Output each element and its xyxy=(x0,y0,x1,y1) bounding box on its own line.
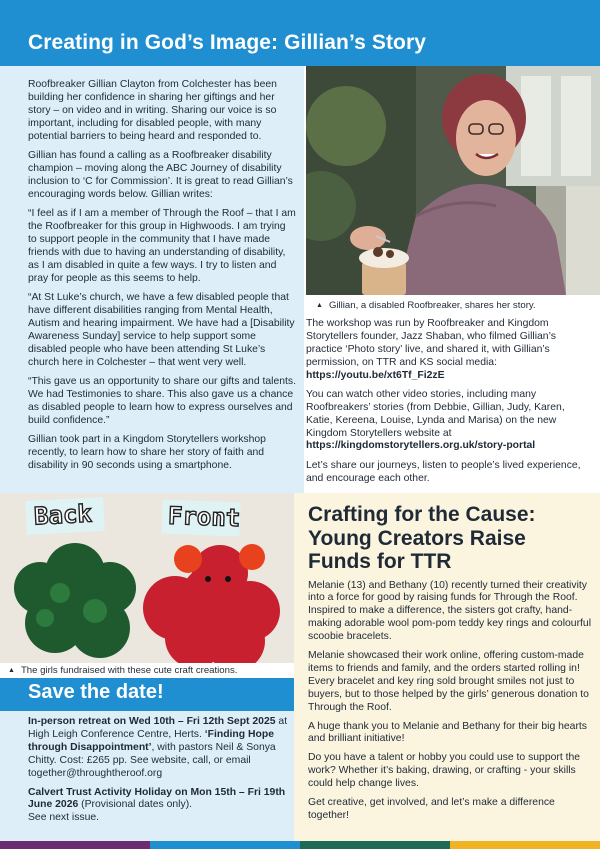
workshop-section xyxy=(306,318,596,492)
story-paragraph: “This gave us an opportunity to share our gifts and talents. We had Testimonies to share. This also gave us a chance as disabled people to learn how to express ourselves and build confidence.” xyxy=(28,376,297,426)
crafting-paragraph: Get creative, get involved, and let’s make a difference together! xyxy=(308,797,555,821)
caption-triangle-icon: ▲ xyxy=(316,302,323,309)
crafting-paragraph: Do you have a talent or hobby you could use to support the work? Whether it’s baking, drawing, or crafting - your skills could help change lives. xyxy=(308,752,581,790)
workshop-paragraph xyxy=(306,318,592,383)
story-paragraph: “At St Luke’s church, we have a few disabled people that have different disabilities ranging from Mental Health, Autism and hearing impairment. We have had a [Disability Awareness Sunday] service to help support some disabled people who have been attending St Luke’s church here in Colchester – that went very well. xyxy=(28,292,295,368)
videos-text: You can watch other video stories, including many Roofbreakers’ stories (from Debbie, Gillian, Judy, Karen, Katie, Kereena, Louise, Lynda and Marisa) on the new Kingdom Storytellers website at xyxy=(306,388,565,439)
crafting-title: Crafting for the Cause: Young Creators Raise Funds for TTR xyxy=(308,503,536,573)
save-the-date-title: Save the date! xyxy=(28,681,164,703)
footer-segment-yellow xyxy=(450,841,600,849)
crafting-paragraph: A huge thank you to Melanie and Bethany for their big hearts and brilliant initiative! xyxy=(308,720,587,745)
footer-segment-purple xyxy=(0,841,150,849)
calvert-dates: Calvert Trust Activity Holiday on Mon 15th – Fri 19th June 2026 xyxy=(28,786,286,811)
front-label: Front xyxy=(167,501,241,533)
page-title: Creating in God’s Image: Gillian’s Story xyxy=(28,31,427,54)
crafting-paragraph: Melanie (13) and Bethany (10) recently turned their creativity into a force for good by raising funds for Through the Roof. Inspired to make a difference, the sisters got crafty, hand-making adorable wool pom-pom teddy key rings and colourful scoobie bracelets. xyxy=(308,579,592,643)
crafting-section xyxy=(294,493,600,841)
back-label: Back xyxy=(33,499,93,531)
page-header xyxy=(0,0,600,66)
gillian-photo-caption xyxy=(316,300,536,311)
retreat-title: ‘Finding Hope through Disappointment’ xyxy=(28,728,274,753)
videos-paragraph xyxy=(306,389,592,454)
craft-photo-caption xyxy=(8,665,237,676)
closing-paragraph: Let’s share our journeys, listen to people’s lived experience, and encourage each other. xyxy=(306,459,581,484)
save-the-date-header xyxy=(0,678,294,711)
retreat-details: , with pastors Neil & Sonya Chitty. Cost: £265 pp. See website, call, or email together@throughtheroof.org xyxy=(28,741,276,779)
caption-text: Gillian, a disabled Roofbreaker, shares her story. xyxy=(328,300,536,311)
gillian-photo-illustration xyxy=(306,66,600,295)
retreat-dates: In-person retreat on Wed 10th – Fri 12th Sept 2025 xyxy=(28,716,276,727)
footer-color-strip xyxy=(0,841,600,849)
footer-segment-blue xyxy=(150,841,300,849)
story-paragraph: Roofbreaker Gillian Clayton from Colchester has been building her confidence in sharing her giftings and her story – on video and in writing. Sharing our voice is so important, including for disabled people, with many potential barriers to being heard and responded to. xyxy=(28,79,277,142)
gillian-story-column xyxy=(0,66,304,493)
story-paragraph: Gillian took part in a Kingdom Storytellers workshop recently, to learn how to share her story of faith and disability in 90 seconds using a smartphone. xyxy=(28,434,266,471)
story-paragraph: “I feel as if I am a member of Through the Roof – that I am the Roofbreaker for this group in Highwoods. I am trying to support people in the community that I have made friends with due to having an understanding of disability, as I am disabled in quite a few ways. I try to listen and pray for people as this seems to help. xyxy=(28,208,296,284)
retreat-venue: at High Leigh Conference Centre, Herts. xyxy=(28,716,288,740)
see-next-issue: See next issue. xyxy=(28,812,100,824)
story-paragraph: Gillian has found a calling as a Roofbreaker disability champion – moving along the ABC Journey of disability inclusion to ‘C for Commission’. It is great to read Gillian’s encouraging words below. Gillian writes: xyxy=(28,150,293,200)
crafting-paragraph: Melanie showcased their work online, offering custom-made items to friends and family, and the orders started rolling in! Every bracelet and key ring sold brought smiles not just to buyers, but to those helped by the girls’ generous donation to Through the Roof. xyxy=(308,650,589,713)
caption-triangle-icon: ▲ xyxy=(8,667,15,674)
gillian-photo xyxy=(306,66,600,295)
save-the-date-body xyxy=(0,711,294,841)
calvert-info xyxy=(28,787,288,826)
workshop-text: The workshop was run by Roofbreaker and Kingdom Storytellers founder, Jazz Shaban, who filmed Gillian’s practice ‘Photo story’ live, and shared it, with Gillian’s permission, on TTR and KS social media: xyxy=(306,318,556,368)
footer-segment-green xyxy=(300,841,450,849)
craft-photo xyxy=(0,493,306,663)
youtube-link[interactable]: https://youtu.be/xt6Tf_Fi2zE xyxy=(306,369,445,381)
calvert-details: (Provisional dates only). xyxy=(78,799,193,811)
retreat-info xyxy=(28,716,288,781)
caption-text: The girls fundraised with these cute craft creations. xyxy=(20,665,238,676)
story-portal-link[interactable]: https://kingdomstorytellers.org.uk/story-portal xyxy=(306,440,536,452)
